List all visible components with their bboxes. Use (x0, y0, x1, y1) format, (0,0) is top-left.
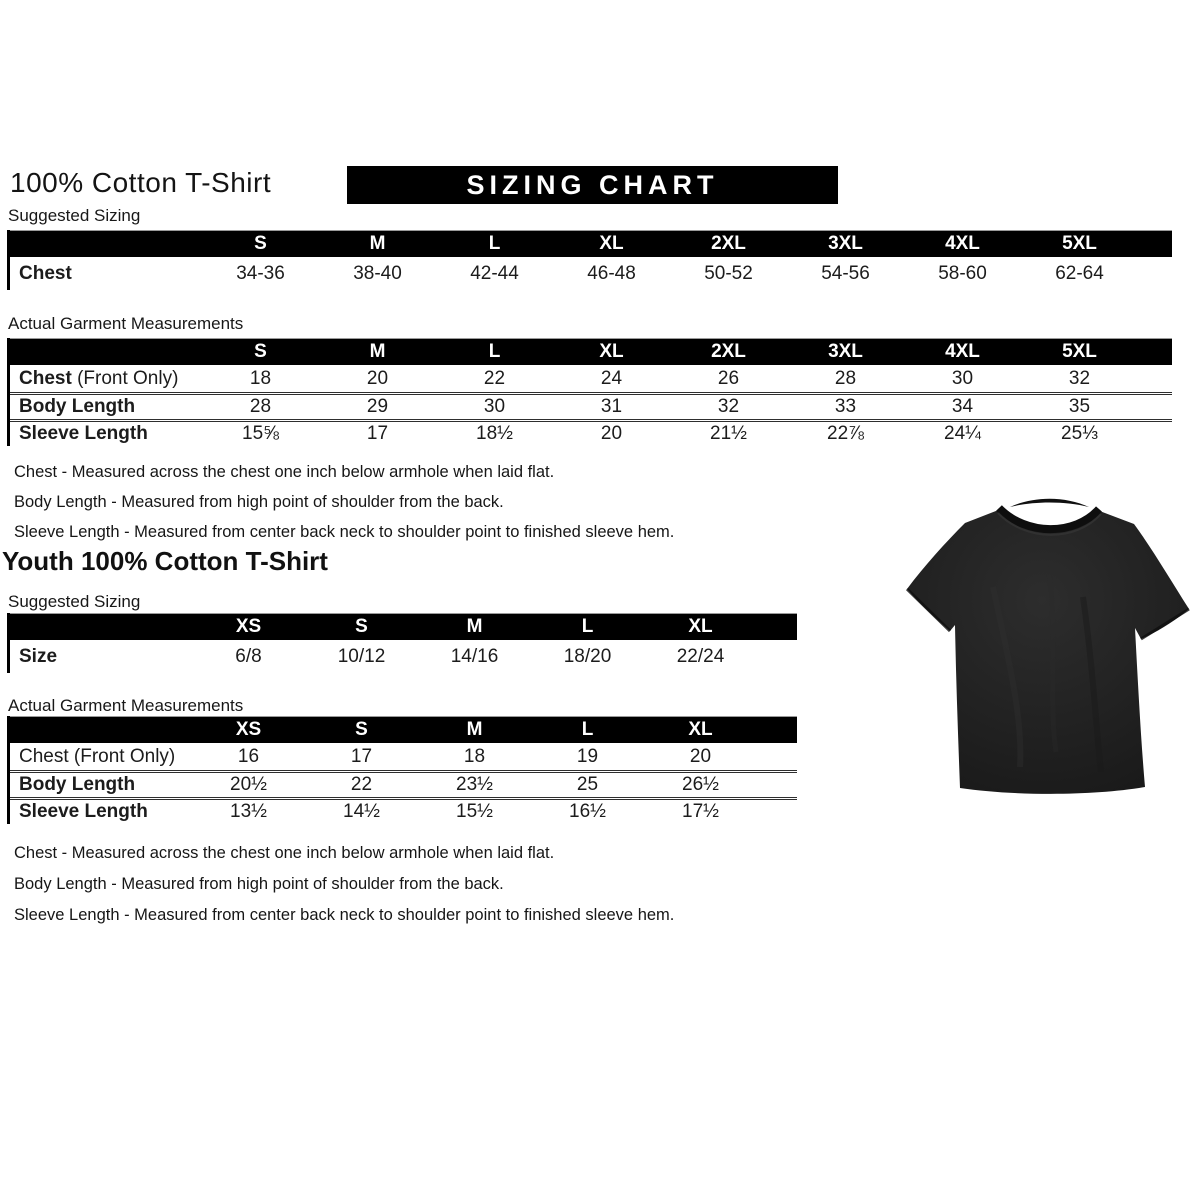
table-row (10, 770, 797, 797)
column-header: XS (235, 616, 262, 637)
row-label-cell (10, 396, 202, 418)
column-header: 2XL (711, 341, 746, 362)
value-cell: 20 (366, 367, 389, 389)
column-header: S (254, 233, 267, 254)
value-cell: 20 (600, 423, 623, 444)
column-header: M (466, 616, 483, 637)
youth-garment-measurements-table (7, 716, 797, 824)
column-header: XL (599, 233, 624, 254)
value-cell: 17 (350, 745, 373, 767)
sizing-chart-banner (347, 166, 838, 204)
table-header-row (10, 338, 1172, 365)
page-title: 100% Cotton T-Shirt (10, 167, 272, 198)
column-header: 2XL (711, 233, 746, 254)
value-cell: 24 (600, 367, 623, 389)
column-header: XL (688, 719, 713, 740)
row-label-cell (10, 774, 192, 796)
column-header: L (581, 616, 594, 637)
section-label-youth-actual: Actual Garment Measurements (8, 696, 244, 715)
value-cell: 62-64 (1055, 262, 1104, 284)
value-cell: 34 (951, 396, 974, 417)
value-cell: 22⅞ (827, 423, 864, 444)
row-label: Body Length (19, 396, 136, 417)
column-header: L (488, 341, 501, 362)
column-header: M (369, 233, 386, 254)
value-cell: 23½ (456, 774, 493, 795)
column-header: S (254, 341, 267, 362)
table-header-row (10, 613, 797, 640)
value-cell: 14½ (343, 801, 380, 822)
value-cell: 28 (249, 396, 272, 417)
table-row (10, 743, 797, 770)
value-cell: 32 (717, 396, 740, 417)
row-label: Size (19, 645, 58, 667)
value-cell: 20 (689, 745, 712, 767)
value-cell: 35 (1068, 396, 1091, 417)
row-label: Sleeve Length (19, 801, 148, 822)
value-cell: 31 (600, 396, 623, 417)
column-header: 4XL (945, 341, 980, 362)
value-cell: 14/16 (450, 645, 499, 667)
column-header: L (488, 233, 501, 254)
tshirt-graphic (898, 497, 1193, 799)
value-cell: 18 (249, 367, 272, 389)
column-header: M (466, 719, 483, 740)
value-cell: 22/24 (676, 645, 725, 667)
youth-section-title: Youth 100% Cotton T-Shirt (2, 546, 328, 576)
value-cell: 18½ (476, 423, 513, 444)
note-chest: Chest - Measured across the chest one inch below armhole when laid flat. (14, 463, 555, 481)
row-label: Sleeve Length (19, 423, 148, 444)
adult-suggested-sizing-table (7, 230, 1172, 290)
youth-measurement-notes (14, 844, 674, 937)
table-row (10, 365, 1172, 392)
value-cell: 6/8 (235, 645, 262, 667)
table-header-row (10, 716, 797, 743)
value-cell: 25⅓ (1061, 423, 1098, 444)
note-body-length: Body Length - Measured from high point of shoulder from the back. (14, 493, 504, 511)
column-header: L (581, 719, 594, 740)
table-row (10, 392, 1172, 419)
value-cell: 24¼ (944, 423, 981, 444)
table-row (10, 257, 1172, 290)
section-label-adult-actual: Actual Garment Measurements (8, 314, 244, 333)
note-body-length: Body Length - Measured from high point of shoulder from the back. (14, 875, 504, 893)
sizing-chart-banner-text: SIZING CHART (466, 169, 719, 200)
column-header: XS (235, 719, 262, 740)
value-cell: 19 (576, 745, 599, 767)
value-cell: 13½ (230, 801, 267, 822)
row-label-cell (10, 801, 192, 823)
value-cell: 22 (483, 367, 506, 389)
value-cell: 17½ (682, 801, 719, 822)
value-cell: 30 (483, 396, 506, 417)
value-cell: 22 (350, 774, 373, 795)
note-chest: Chest - Measured across the chest one inch below armhole when laid flat. (14, 844, 555, 862)
section-label-adult-suggested: Suggested Sizing (8, 206, 141, 225)
value-cell: 42-44 (470, 262, 519, 284)
row-label: Chest (19, 262, 72, 284)
value-cell: 25 (576, 774, 599, 795)
black-tshirt-image (898, 497, 1193, 799)
adult-garment-measurements-table (7, 338, 1172, 446)
value-cell: 26 (717, 367, 740, 389)
value-cell: 21½ (710, 423, 747, 444)
table-row (10, 797, 797, 824)
adult-measurement-notes (14, 463, 674, 553)
column-header: S (355, 719, 368, 740)
value-cell: 20½ (230, 774, 267, 795)
value-cell: 15⅝ (242, 423, 279, 444)
row-label: Body Length (19, 774, 136, 795)
value-cell: 58-60 (938, 262, 987, 284)
table-row (10, 419, 1172, 446)
value-cell: 18 (463, 745, 486, 767)
value-cell: 54-56 (821, 262, 870, 284)
row-label-cell (10, 263, 202, 285)
row-label-cell (10, 746, 192, 768)
value-cell: 10/12 (337, 645, 386, 667)
row-label-cell (10, 423, 202, 445)
youth-suggested-sizing-table (7, 613, 797, 673)
column-header: M (369, 341, 386, 362)
row-label: Chest (Front Only) (19, 745, 176, 767)
value-cell: 15½ (456, 801, 493, 822)
table-row (10, 640, 797, 673)
column-header: 4XL (945, 233, 980, 254)
value-cell: 17 (366, 423, 389, 444)
row-label-cell (10, 368, 202, 390)
value-cell: 28 (834, 367, 857, 389)
column-header: XL (688, 616, 713, 637)
row-label-suffix: (Front Only) (71, 367, 179, 389)
value-cell: 46-48 (587, 262, 636, 284)
value-cell: 30 (951, 367, 974, 389)
value-cell: 26½ (682, 774, 719, 795)
column-header: XL (599, 341, 624, 362)
column-header: 3XL (828, 341, 863, 362)
value-cell: 16 (237, 745, 260, 767)
note-sleeve-length: Sleeve Length - Measured from center back neck to shoulder point to finished sleeve hem. (14, 523, 675, 541)
value-cell: 38-40 (353, 262, 402, 284)
value-cell: 33 (834, 396, 857, 417)
value-cell: 34-36 (236, 262, 285, 284)
value-cell: 29 (366, 396, 389, 417)
section-label-youth-suggested: Suggested Sizing (8, 592, 141, 611)
column-header: 3XL (828, 233, 863, 254)
table-header-row (10, 230, 1172, 257)
column-header: 5XL (1062, 233, 1097, 254)
value-cell: 18/20 (563, 645, 612, 667)
row-label-cell (10, 646, 192, 668)
value-cell: 16½ (569, 801, 606, 822)
value-cell: 32 (1068, 367, 1091, 389)
value-cell: 50-52 (704, 262, 753, 284)
note-sleeve-length: Sleeve Length - Measured from center back neck to shoulder point to finished sleeve hem. (14, 906, 675, 924)
column-header: S (355, 616, 368, 637)
column-header: 5XL (1062, 341, 1097, 362)
row-label: Chest (19, 367, 72, 389)
